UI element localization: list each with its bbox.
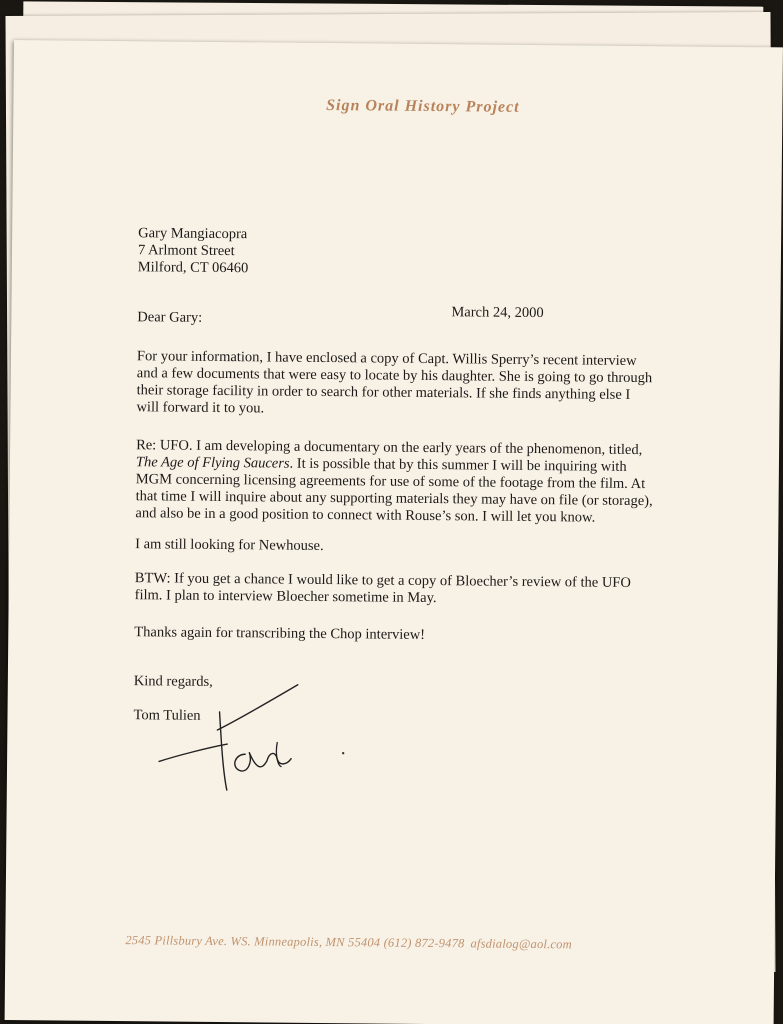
paragraph-line: film. I plan to interview Bloecher sometime in May. [134,587,437,607]
paragraph-newhouse: I am still looking for Newhouse. [135,536,324,554]
letterhead-footer [125,933,572,952]
film-title: The Age of Flying Saucers [135,454,290,472]
handwritten-signature [157,681,348,793]
footer-address: 2545 Pillsbury Ave. WS. Minneapolis, MN 55404 (612) 872-9478 [125,933,465,951]
letter-date: March 24, 2000 [451,304,544,322]
recipient-street: 7 Arlmont Street [137,242,235,260]
paragraph-line: that time I will inquire about any supporting materials they may have on file (or storage), [135,488,653,510]
paragraph-btw [135,570,675,609]
paragraph-line: BTW: If you get a chance I would like to get a copy of Bloecher’s review of the UFO [134,570,631,591]
recipient-address [138,225,249,277]
signer-name: Tom Tulien [133,707,201,724]
paragraph-enclosure [136,348,677,421]
paragraph-line-rest: . It is possible that by this summer I will be inquiring with [289,455,627,475]
recipient-name: Gary Mangiacopra [138,225,248,243]
paragraph-line: will forward it to you. [136,399,265,417]
paragraph-line: their storage facility in order to search for other materials. If she finds anything else I [136,382,631,403]
paragraph-thanks: Thanks again for transcribing the Chop interview! [134,624,426,643]
paragraph-line: Re: UFO. I am developing a documentary on the early years of the phenomenon, titled, [136,437,643,459]
paragraph-line: For your information, I have enclosed a copy of Capt. Willis Sperry’s recent interview [136,348,637,369]
footer-email: afsdialog@aol.com [470,936,572,952]
paragraph-line: MGM concerning licensing agreements for use of some of the footage from the film. At [135,471,646,493]
paragraph-line: and a few documents that were easy to locate by his daughter. She is going to go through [136,365,653,387]
recipient-city: Milford, CT 06460 [137,259,249,277]
letterhead-title: Sign Oral History Project [326,96,520,116]
paragraph-documentary [135,437,676,527]
salutation: Dear Gary: [137,309,203,326]
closing: Kind regards, [133,673,213,690]
letter-page [5,40,783,1024]
paragraph-line: and also be in a good position to connect with Rouse’s son. I will let you know. [135,505,596,526]
